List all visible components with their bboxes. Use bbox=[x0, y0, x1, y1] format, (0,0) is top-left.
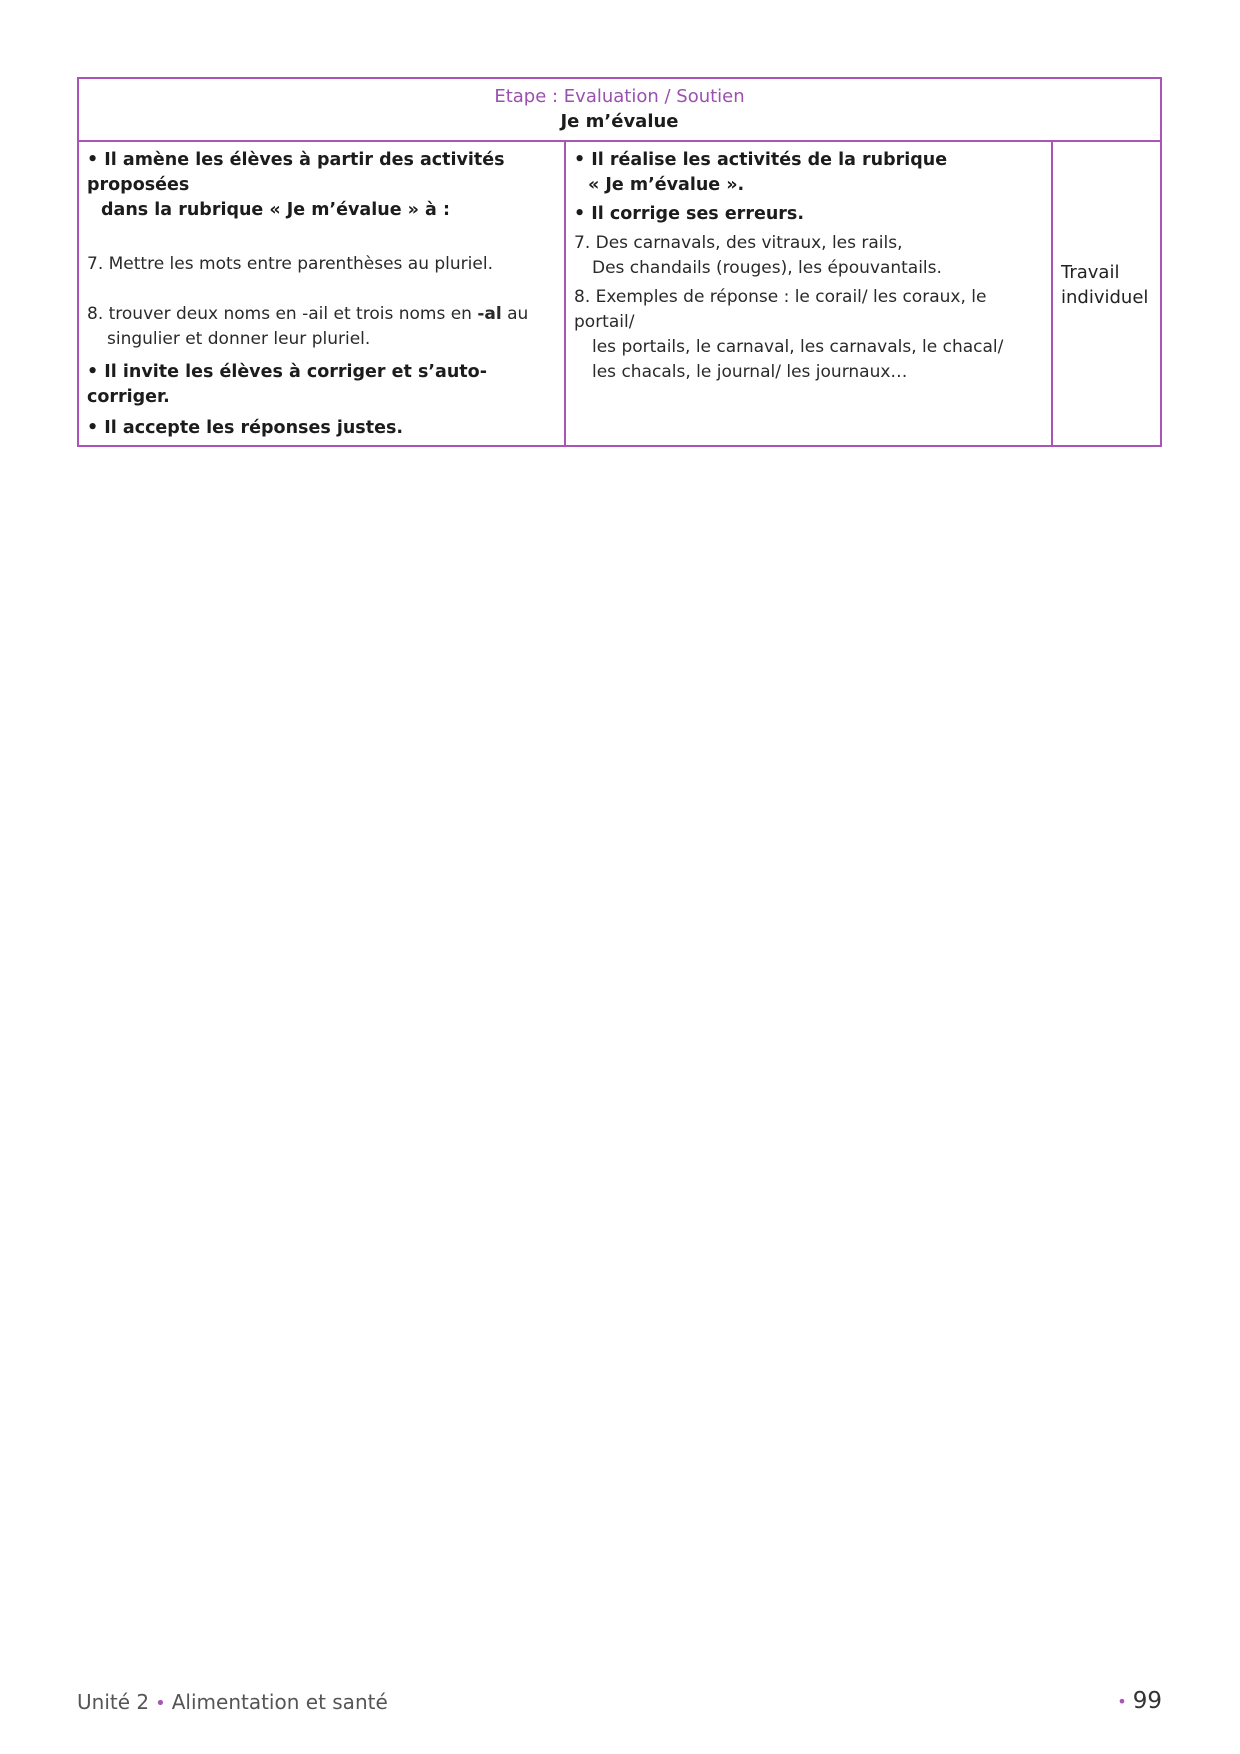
stage-label: Etape : Evaluation / Soutien bbox=[494, 86, 745, 107]
work-mode bbox=[1061, 260, 1148, 310]
pupil-answer-7-line2: Des chandails (rouges), les épouvantails. bbox=[592, 258, 942, 278]
teacher-item-8-start: 8. trouver deux noms en -ail et trois noms en bbox=[87, 304, 478, 324]
unit-label: Unité 2 bbox=[77, 1690, 150, 1714]
page-number: 99 bbox=[1132, 1688, 1162, 1714]
pupil-answer-7-line1: 7. Des carnavals, des vitraux, les rails, bbox=[574, 233, 903, 253]
table-header bbox=[79, 79, 1160, 142]
teacher-intro-line1: • Il amène les élèves à partir des activités proposées bbox=[87, 150, 505, 195]
section-title: Je m’évalue bbox=[560, 111, 679, 132]
pupil-answer-8-line2: les portails, le carnaval, les carnavals, le chacal/ bbox=[592, 337, 1004, 357]
pupil-answer-8-line1: 8. Exemples de réponse : le corail/ les coraux, le portail/ bbox=[574, 287, 987, 332]
unit-title: Alimentation et santé bbox=[171, 1690, 388, 1714]
teacher-column bbox=[79, 142, 566, 445]
work-mode-line2: individuel bbox=[1061, 286, 1149, 308]
lesson-table bbox=[77, 77, 1162, 447]
work-mode-line1: Travail bbox=[1061, 261, 1120, 283]
teacher-item-8-line2: singulier et donner leur pluriel. bbox=[107, 329, 371, 349]
mode-column bbox=[1053, 142, 1160, 445]
teacher-item-8 bbox=[87, 302, 556, 327]
table-row bbox=[79, 142, 1160, 445]
teacher-item-7: 7. Mettre les mots entre parenthèses au pluriel. bbox=[87, 254, 493, 274]
page-dot: • bbox=[1117, 1692, 1127, 1711]
footer-unit bbox=[77, 1690, 388, 1714]
pupil-correct: • Il corrige ses erreurs. bbox=[574, 204, 804, 224]
pupil-answer-8-line3: les chacals, le journal/ les journaux… bbox=[592, 362, 908, 382]
teacher-intro-line2: dans la rubrique « Je m’évalue » à : bbox=[101, 200, 450, 220]
pupil-activity-line2: « Je m’évalue ». bbox=[588, 175, 745, 195]
page-number-block bbox=[1117, 1688, 1162, 1714]
pupil-column bbox=[566, 142, 1053, 445]
teacher-item-8-bold: -al bbox=[477, 304, 502, 324]
footer-separator: • bbox=[155, 1693, 166, 1714]
teacher-item-8-end: au bbox=[501, 304, 529, 324]
teacher-invite: • Il invite les élèves à corriger et s’auto-corriger. bbox=[87, 362, 487, 407]
pupil-activity-line1: • Il réalise les activités de la rubrique bbox=[574, 150, 948, 170]
teacher-accept: • Il accepte les réponses justes. bbox=[87, 418, 404, 438]
